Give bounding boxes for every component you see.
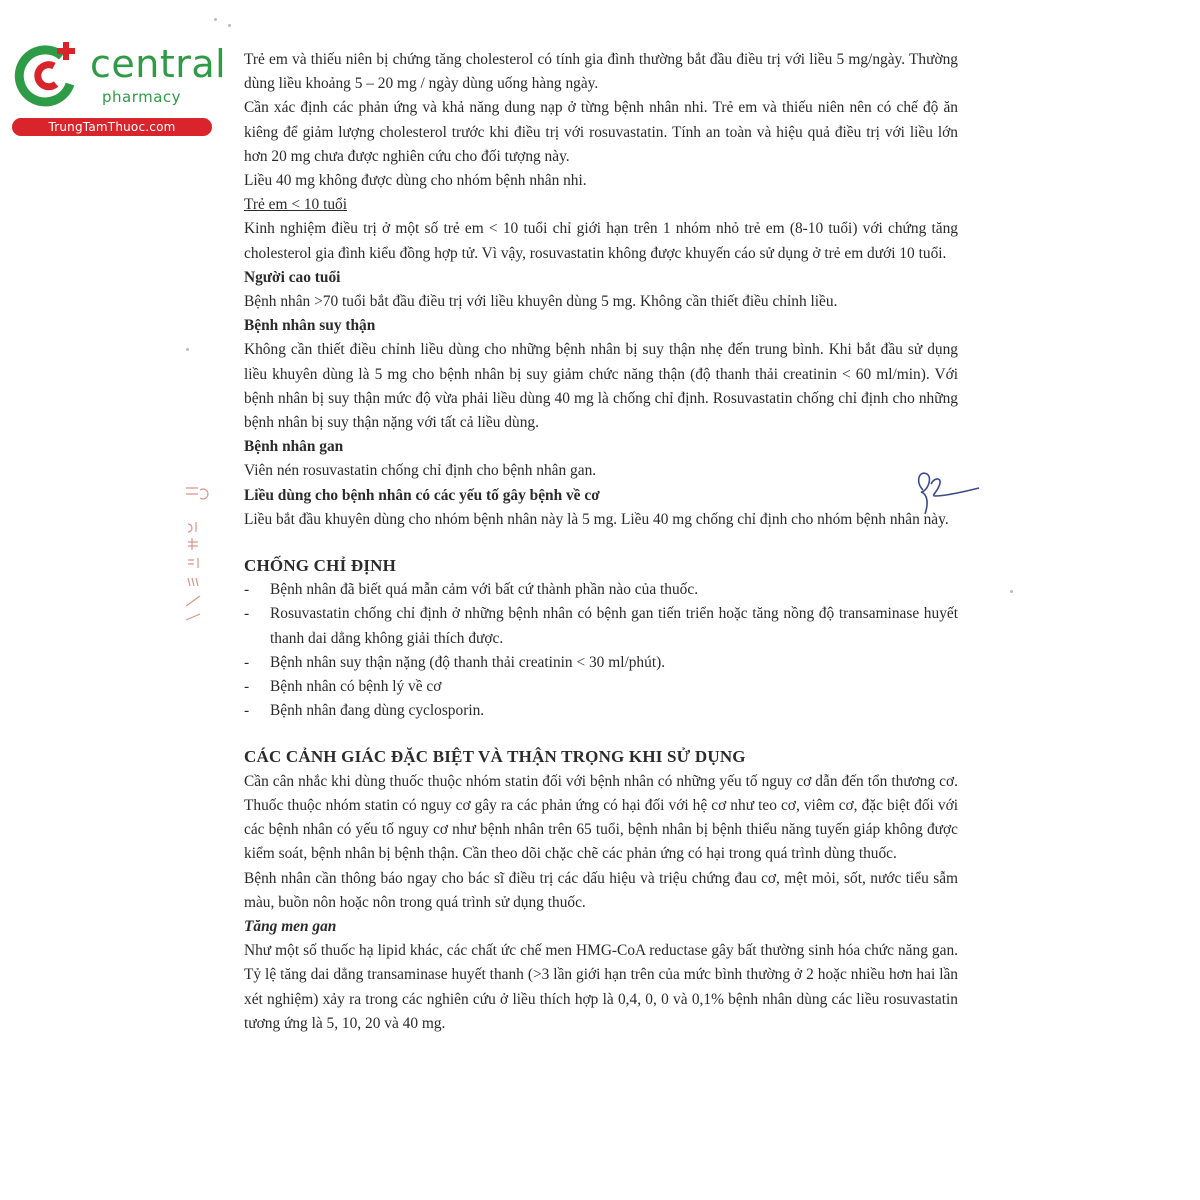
list-item-text: Bệnh nhân suy thận nặng (độ thanh thải creatinin < 30 ml/phút). [270,653,666,671]
logo-website-url[interactable]: TrungTamThuoc.com [12,118,212,136]
paragraph-liver-enzymes: Như một số thuốc hạ lipid khác, các chất ức chế men HMG-CoA reductase gây bất thường sinh hóa chức năng gan. Tỷ lệ tăng dai dẳng transaminase huyết thanh (>3 lần giới hạn trên của mức bình thường ở 2 hoặc nhiều hơn hai lần xét nghiệm) xảy ra trong các nghiên cứu ở liều thích hợp là 0,4, 0, 0 và 0,1% bệnh nhân dùng các liều rosuvastatin tương ứng là 5, 10, 20 và 40 mg. [244,942,958,1032]
heading-children-under-10: Trẻ em < 10 tuổi [244,196,348,214]
paragraph-children-under-10: Kinh nghiệm điều trị ở một số trẻ em < 10 tuổi chỉ giới hạn trên 1 nhóm nhỏ trẻ em (8-10 tuổi) với chứng tăng cholesterol gia đình kiểu đồng hợp tử. Vì vậy, rosuvastatin không được khuyến cáo sử dụng ở trẻ em dưới 10 tuổi. [244,220,958,262]
paragraph-renal-impairment: Không cần thiết điều chỉnh liều dùng cho những bệnh nhân bị suy thận nhẹ đến trung bình. Khi bắt đầu sử dụng liều khuyên dùng là 5 mg cho bệnh nhân bị suy giảm chức năng thận (độ thanh thải creatinin < 60 ml/min). Với bệnh nhân bị suy thận mức độ vừa phải liều dùng 40 mg là chống chỉ định. Rosuvastatin chống chỉ định cho những bệnh nhân bị suy thận nặng với tất cả liều dùng. [244,341,958,432]
heading-liver-enzymes: Tăng men gan [244,917,337,935]
paragraph-myopathy-risk: Liều bắt đầu khuyên dùng cho nhóm bệnh nhân này là 5 mg. Liều 40 mg chống chỉ định cho nhóm bệnh nhân này. [244,510,949,528]
leaflet-page [244,48,958,1036]
logo-brand-subtitle: pharmacy [102,88,182,106]
list-item [244,699,958,723]
paragraph-pediatric-40mg: Liều 40 mg không được dùng cho nhóm bệnh nhân nhi. [244,172,587,190]
scan-speck [186,348,189,351]
list-item-text: Bệnh nhân có bệnh lý về cơ [270,678,442,696]
list-item-text: Bệnh nhân đang dùng cyclosporin. [270,702,485,720]
list-dash: - [244,702,250,720]
paragraph-hepatic: Viên nén rosuvastatin chống chỉ định cho bệnh nhân gan. [244,462,597,480]
scan-speck [214,18,217,21]
paragraph-elderly: Bệnh nhân >70 tuổi bắt đầu điều trị với liều khuyên dùng 5 mg. Không cần thiết điều chỉnh liều. [244,293,838,311]
list-item [244,675,958,699]
heading-renal-impairment: Bệnh nhân suy thận [244,317,376,335]
list-item-text: Bệnh nhân đã biết quá mẫn cảm với bất cứ thành phần nào của thuốc. [270,581,699,599]
list-item-text: Rosuvastatin chống chỉ định ở những bệnh nhân có bệnh gan tiến triển hoặc tăng nồng độ transaminase huyết thanh dai dẳng không giải thích được. [270,605,958,647]
paragraph-report-symptoms: Bệnh nhân cần thông báo ngay cho bác sĩ điều trị các dấu hiệu và triệu chứng đau cơ, mệt mỏi, sốt, nước tiểu sẫm màu, buồn nôn hoặc nôn trong quá trình sử dụng thuốc. [244,869,958,911]
logo-brand-name: central [90,42,227,86]
scan-speck [228,24,231,27]
list-item [244,578,958,602]
list-dash: - [244,581,250,599]
stamp-remnant-icon [180,480,210,630]
pharmacy-cross-logo-icon [10,38,82,110]
list-dash: - [244,653,250,671]
section-heading-contraindications: CHỐNG CHỈ ĐỊNH [244,556,397,576]
list-dash: - [244,678,250,696]
central-pharmacy-logo[interactable] [10,38,227,138]
heading-hepatic: Bệnh nhân gan [244,438,344,456]
section-heading-warnings: CÁC CẢNH GIÁC ĐẶC BIỆT VÀ THẬN TRỌNG KHI SỬ DỤNG [244,747,746,767]
list-dash: - [244,605,250,623]
paragraph-statin-muscle-risk: Cần cân nhắc khi dùng thuốc thuộc nhóm statin đối với bệnh nhân có những yếu tố nguy cơ dẫn đến tổn thương cơ. Thuốc thuộc nhóm statin có nguy cơ gây ra các phản ứng có hại đối với hệ cơ như teo cơ, viêm cơ, đặc biệt đối với các bệnh nhân có yếu tố nguy cơ như bệnh nhân trên 65 tuổi, bệnh nhân bị bệnh thiểu năng tuyến giáp không được kiểm soát, bệnh nhân bị bệnh thận. Cần theo dõi chặc chẽ các phản ứng có hại trong quá trình dùng thuốc. [244,772,958,863]
paragraph-pediatric-dose: Trẻ em và thiếu niên bị chứng tăng cholesterol có tính gia đình thường bắt đầu điều trị với liều 5 mg/ngày. Thường dùng liều khoảng 5 – 20 mg / ngày dùng uống hàng ngày. [244,51,958,93]
list-item [244,602,958,650]
paragraph-pediatric-tolerance: Cần xác định các phản ứng và khả năng dung nạp ở từng bệnh nhân nhi. Trẻ em và thiếu niên nên có chế độ ăn kiêng để giảm lượng cholesterol trước khi điều trị với rosuvastatin. Tính an toàn và hiệu quả điều trị với liều lớn hơn 20 mg chưa được nghiên cứu cho đối tượng này. [244,99,958,165]
scan-speck [1010,590,1013,593]
handwritten-signature-icon [905,462,985,522]
heading-elderly: Người cao tuổi [244,268,341,286]
heading-myopathy-risk: Liều dùng cho bệnh nhân có các yếu tố gây bệnh về cơ [244,486,600,504]
contraindications-list [244,578,958,723]
list-item [244,651,958,675]
